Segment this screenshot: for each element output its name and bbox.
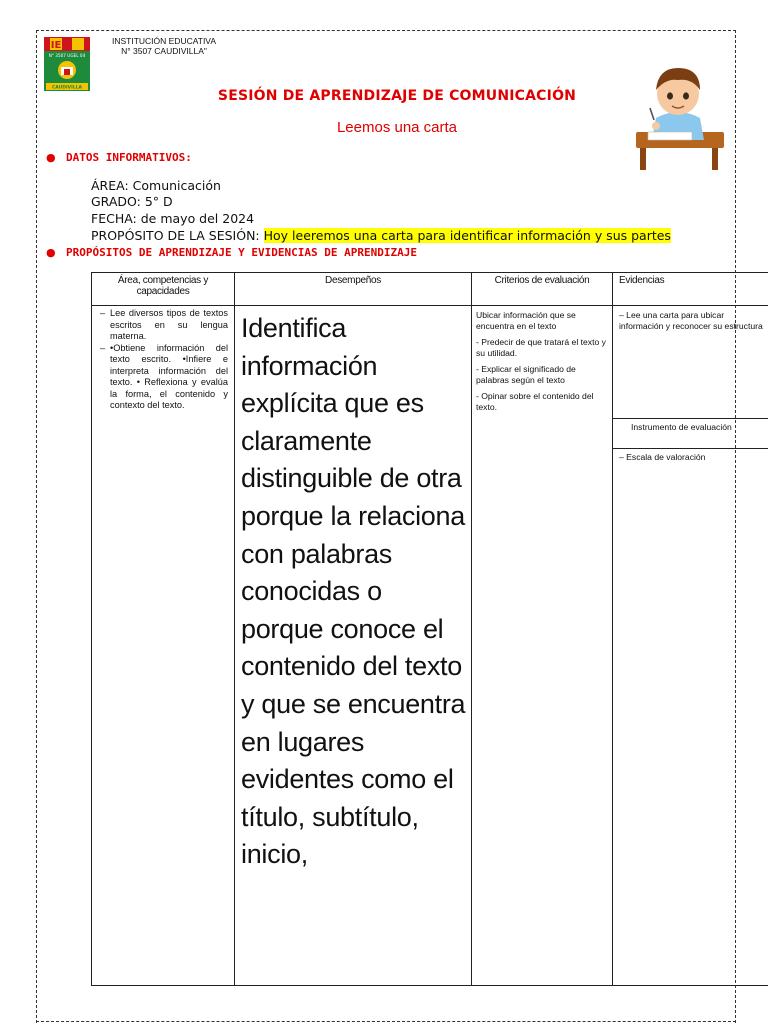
criterio-item: Ubicar información que se encuentra en el texto <box>476 310 576 331</box>
info-fecha: FECHA: de mayo del 2024 <box>91 211 255 226</box>
proposito-label: PROPÓSITO DE LA SESIÓN: <box>91 228 260 243</box>
institution-header <box>104 36 224 56</box>
logo-band: N° 3507 UGEL 04 <box>48 53 86 58</box>
institution-line1: INSTITUCIÓN EDUCATIVA <box>111 36 217 46</box>
table-header-row <box>92 273 768 306</box>
header-competencias: Área, competencias y capacidades <box>92 273 235 306</box>
student-writing-illustration <box>626 60 730 172</box>
page-title: SESIÓN DE APRENDIZAJE DE COMUNICACIÓN <box>217 88 577 104</box>
info-grado: GRADO: 5° D <box>91 194 173 209</box>
evidencia-text: – Lee una carta para ubicar información y reconocer su estructura <box>613 306 768 419</box>
section-datos-informativos <box>46 151 192 164</box>
header-desempenos: Desempeños <box>235 273 472 306</box>
section-heading: PROPÓSITOS DE APRENDIZAJE Y EVIDENCIAS DE APRENDIZAJE <box>66 246 417 259</box>
criterios-cell <box>472 306 613 986</box>
escala-label: – Escala de valoración <box>619 452 706 462</box>
page-subtitle: Leemos una carta <box>336 119 458 136</box>
instrumento-label: Instrumento de evaluación <box>613 419 768 449</box>
institution-line2: N° 3507 CAUDIVILLA" <box>121 46 207 56</box>
logo-name: CAUDIVILLA <box>51 85 83 91</box>
section-heading: DATOS INFORMATIVOS: <box>66 151 192 164</box>
criterio-item: - Opinar sobre el contenido del texto. <box>476 391 594 412</box>
proposito-text: Hoy leeremos una carta para identificar información y sus partes <box>263 228 671 243</box>
page-border-bottom <box>36 1021 736 1022</box>
table-row <box>92 306 768 986</box>
criterio-item: - Predecir de que tratará el texto y su utilidad. <box>476 337 606 358</box>
bullet-icon: ● <box>46 151 56 164</box>
info-proposito <box>91 228 671 243</box>
bullet-icon: ● <box>46 246 56 259</box>
desempenos-cell: Identifica información explícita que es claramente distinguible de otra porque la relaciona con palabras conocidas o porque conoce el contenido del texto y que se encuentra en lugares evidentes como el título, subtítulo, inicio, <box>235 306 472 986</box>
section-propositos <box>46 246 417 259</box>
info-area: ÁREA: Comunicación <box>91 178 221 193</box>
criterio-item: - Explicar el significado de palabras según el texto <box>476 364 576 385</box>
evidencias-cell <box>613 306 768 986</box>
header-evidencias: Evidencias <box>613 273 768 306</box>
competencias-cell <box>92 306 235 986</box>
header-criterios: Criterios de evaluación <box>472 273 613 306</box>
competencia-item: – •Obtiene información del texto escrito. •Infiere e interpreta información del texto. • Reflexiona y evalúa la forma, el contenido y contexto del texto. <box>96 343 228 412</box>
competencia-item: – Lee diversos tipos de textos escritos en su lengua materna. <box>96 308 228 343</box>
logo-letter-i: IE <box>50 40 62 51</box>
learning-table <box>91 272 768 986</box>
